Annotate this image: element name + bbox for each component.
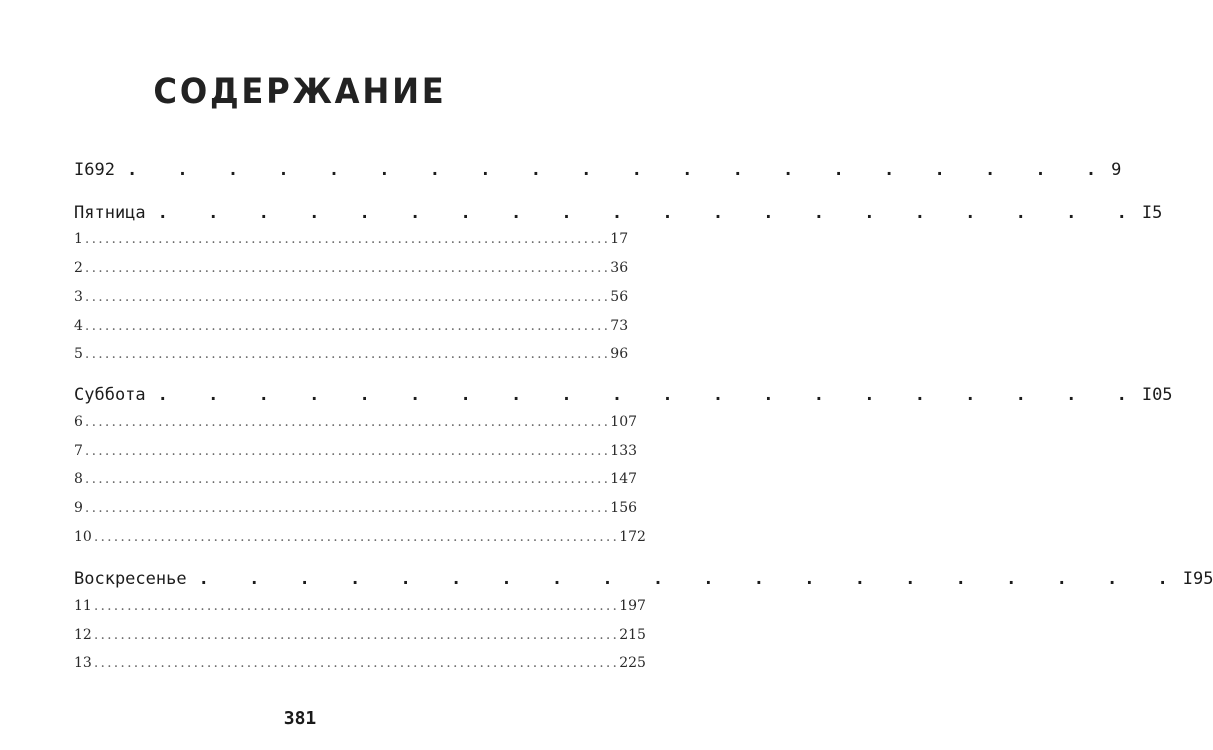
toc-label: 5 xyxy=(74,346,83,362)
toc-chapter-6 xyxy=(74,414,638,430)
dot-leader: ............................................................................... xyxy=(93,655,620,671)
dot-leader: ............................................................................... xyxy=(84,346,611,362)
page-title: СОДЕРЖАНИЕ xyxy=(153,72,447,112)
toc-section-saturday xyxy=(74,385,1173,405)
toc-chapter-5 xyxy=(74,346,629,362)
toc-page: 215 xyxy=(619,627,646,643)
toc-section-sunday xyxy=(74,569,1213,589)
toc-page: I05 xyxy=(1141,385,1173,405)
toc-page: 56 xyxy=(610,289,629,305)
toc-page: 172 xyxy=(619,529,646,545)
toc-label: 7 xyxy=(74,443,83,459)
toc-page: 96 xyxy=(610,346,629,362)
toc-section-1692 xyxy=(74,160,1122,180)
dot-leader: ............................................................................... xyxy=(84,443,611,459)
toc-page: 133 xyxy=(610,443,638,459)
dot-leader: . . . . . . . . . . . . . . . . . . . . xyxy=(198,569,1183,589)
toc-label: I692 xyxy=(74,160,115,180)
toc-chapter-9 xyxy=(74,500,638,516)
toc-section-friday xyxy=(74,203,1163,223)
toc-label: Пятница xyxy=(74,203,146,223)
toc-chapter-2 xyxy=(74,260,629,276)
dot-leader: ............................................................................... xyxy=(84,260,611,276)
toc-page: 36 xyxy=(610,260,629,276)
dot-leader: ............................................................................... xyxy=(84,318,611,334)
toc-label: 2 xyxy=(74,260,83,276)
toc-chapter-7 xyxy=(74,443,638,459)
toc-label: 11 xyxy=(74,598,92,614)
dot-leader: . . . . . . . . . . . . . . . . . . . . xyxy=(157,385,1142,405)
dot-leader: ............................................................................... xyxy=(93,598,620,614)
dot-leader: ............................................................................... xyxy=(93,529,620,545)
dot-leader: ............................................................................... xyxy=(84,500,611,516)
toc-page: 9 xyxy=(1111,160,1122,180)
toc-page: 17 xyxy=(610,231,629,247)
dot-leader: ............................................................................... xyxy=(93,627,620,643)
toc-label: 9 xyxy=(74,500,83,516)
toc-label: 4 xyxy=(74,318,83,334)
toc-chapter-13 xyxy=(74,655,646,671)
toc-chapter-4 xyxy=(74,318,629,334)
toc-label: 8 xyxy=(74,471,83,487)
toc-chapter-3 xyxy=(74,289,629,305)
toc-label: Суббота xyxy=(74,385,146,405)
toc-page: 147 xyxy=(610,471,638,487)
toc-label: Воскресенье xyxy=(74,569,187,589)
toc-chapter-11 xyxy=(74,598,646,614)
toc-label: 12 xyxy=(74,627,92,643)
toc-label: 3 xyxy=(74,289,83,305)
toc-page: 197 xyxy=(619,598,646,614)
dot-leader: . . . . . . . . . . . . . . . . . . . . xyxy=(157,203,1142,223)
toc-page: I5 xyxy=(1141,203,1163,223)
dot-leader: ............................................................................... xyxy=(84,231,611,247)
toc-page: 107 xyxy=(610,414,638,430)
toc-page: 156 xyxy=(610,500,638,516)
toc-label: 6 xyxy=(74,414,83,430)
toc-page: I95 xyxy=(1182,569,1213,589)
table-of-contents xyxy=(74,0,1213,750)
toc-chapter-1 xyxy=(74,231,629,247)
toc-label: 10 xyxy=(74,529,92,545)
toc-chapter-12 xyxy=(74,627,646,643)
toc-page: 225 xyxy=(619,655,646,671)
page-number: 381 xyxy=(283,708,317,729)
dot-leader: . . . . . . . . . . . . . . . . . . . . xyxy=(126,160,1112,180)
dot-leader: ............................................................................... xyxy=(84,414,611,430)
dot-leader: ............................................................................... xyxy=(84,471,611,487)
toc-chapter-10 xyxy=(74,529,646,545)
toc-label: 13 xyxy=(74,655,92,671)
toc-chapter-8 xyxy=(74,471,638,487)
dot-leader: ............................................................................... xyxy=(84,289,611,305)
toc-page: 73 xyxy=(610,318,629,334)
toc-label: 1 xyxy=(74,231,83,247)
